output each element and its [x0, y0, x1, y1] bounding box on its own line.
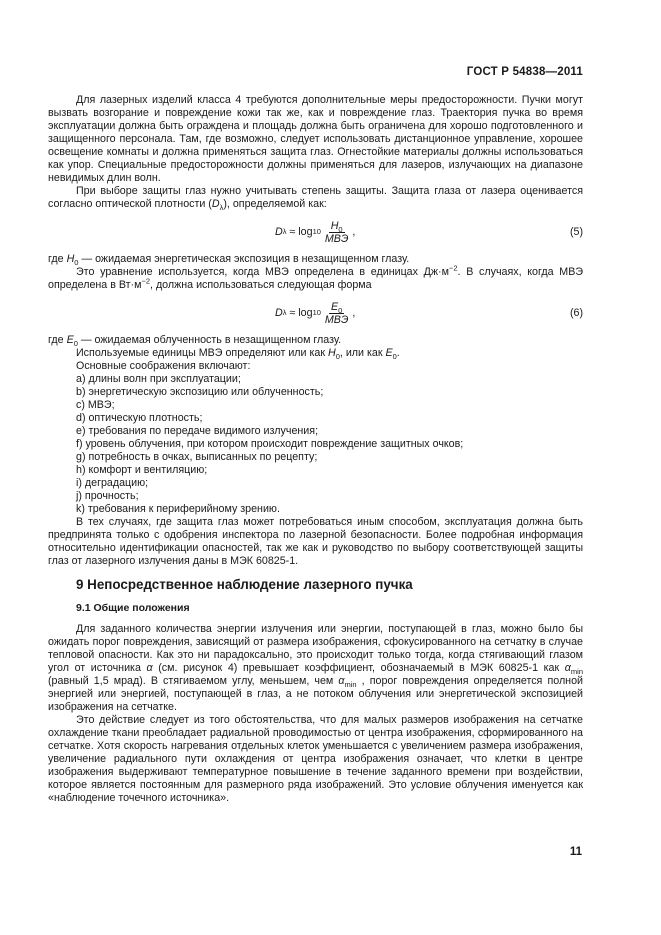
list-item: h) комфорт и вентиляцию;: [76, 464, 208, 476]
list-item: e) требования по передаче видимого излучения;: [76, 425, 319, 437]
formula-6: [48, 298, 583, 328]
formula-5-fraction: $\frac{H_0}{\text{МВЭ}}$: [324, 219, 349, 245]
list-item: k) требования к периферийному зрению.: [76, 503, 280, 515]
page-content: [48, 94, 583, 805]
formula-6-fraction: $\frac{E_0}{\text{МВЭ}}$: [324, 300, 349, 326]
section-9-heading: 9 Непосредственное наблюдение лазерного пучка: [76, 577, 413, 592]
page-number: 11: [569, 846, 582, 858]
paragraph-other-protection: В тех случаях, где защита глаз может потребоваться иным способом, эксплуатация должна быть предпринята только с одобрения инспектора по лазерной безопасности. Более подробная информация относительно идентификации опасностей, так же как и руководство по выбору соответствующей защиты глаз от лазерного излучения даны в МЭК 60825-1.: [48, 516, 583, 567]
list-item: d) оптическую плотность;: [76, 412, 203, 424]
paragraph-units-mve: Это уравнение используется, когда МВЭ определена в единицах $Дж\cdot м^{-2}$. В случаях, когда МВЭ определена в $Вт\cdot м^{-2}$, должна использоваться следующая форма: [48, 263, 584, 291]
list-item: f) уровень облучения, при котором происходит повреждение защитных очков;: [76, 438, 464, 450]
formula-5-where: где $H_0$ — ожидаемая энергетическая экспозиция в незащищенном глазу.: [48, 253, 410, 268]
paragraph-units-used: Используемые единицы МВЭ определяют или как $H_0$, или как $E_0$.: [76, 347, 400, 362]
list-item: g) потребность в очках, выписанных по рецепту;: [76, 451, 318, 463]
formula-5: [48, 217, 583, 247]
section-9-1-heading: 9.1 Общие положения: [76, 602, 190, 614]
formula-5-number: (5): [569, 226, 583, 238]
list-item: b) энергетическую экспозицию или облученность;: [76, 386, 324, 398]
paragraph-point-source: Это действие следует из того обстоятельства, что для малых размеров изображения на сетчатке охлаждение ткани преобладает радиальной проводимостью от центра изображения, сформированного на сетчатке. Хотя скорость нагревания отдельных клеток уменьшается с увеличением размера изображения, увеличение радиального пути охлаждения от центра изображения означает, что клетки в центре изображения выдерживают температурное повышение в течение заданного времени при воздействии, которое является постоянным для размерного ряда изображений. Это условие облучения именуется как «наблюдение точечного источника».: [48, 714, 583, 804]
list-item: j) прочность;: [76, 490, 139, 502]
list-item: c) МВЭ;: [76, 399, 115, 411]
formula-6-number: (6): [569, 307, 583, 319]
list-item: i) деградацию;: [76, 477, 149, 489]
considerations-intro: Основные соображения включают:: [76, 360, 251, 372]
paragraph-class4-precautions: Для лазерных изделий класса 4 требуются дополнительные меры предосторожности. Пучки могут вызвать возгорание и повреждение кожи так же, как и повреждение глаз. Траектория пучка во время эксплуатации должна быть ограждена и площадь должна быть ограничена для хорошо подготовленного и защищенного персонала. Там, где возможно, следует использовать дистанционное управление, хорошее освещение комнаты и должна применяться защита глаз. Огнестойкие материалы должны использоваться как упор. Специальные предосторожности должны применяться для лазеров, излучающих на диапазоне невидимых длин волн.: [48, 94, 583, 184]
formula-6-expression: D λ ≈ log 10 $\frac{E_0}{\text{МВЭ}}$ ,: [275, 300, 356, 326]
paragraph-eye-protection: При выборе защиты глаз нужно учитывать степень защиты. Защита глаза от лазера оценивается согласно оптической плотности $(D_\lambda)$, определяемой как:: [48, 185, 583, 213]
document-id-header: ГОСТ Р 54838—2011: [466, 66, 583, 78]
paragraph-damage-threshold: Для заданного количества энергии излучения или энергии, поступающей в глаз, можно было бы ожидать порог повреждения, зависящий от размера изображения, сфокусированного на сетчатку в случае тепловой опасности. Как это ни парадоксально, это происходит только тогда, когда стягивающий глазом угол от источника α (см. рисунок 4) превышает коэффициент, обозначаемый в МЭК 60825-1 как $\alpha_{min}$ (равный 1,5 мрад). В стягиваемом углу, меньшем, чем $\alpha_{min}$ , порог повреждения определяется полной энергией или энергией, поступающей в глаз, а не потоком облучения или энергетической экспозицией изображения на сетчатке.: [48, 623, 583, 713]
formula-6-where: где $E_0$ — ожидаемая облученность в незащищенном глазу.: [48, 334, 342, 349]
formula-5-expression: D λ ≈ log 10 $\frac{H_0}{\text{МВЭ}}$ ,: [275, 219, 356, 245]
list-item: a) длины волн при эксплуатации;: [76, 373, 241, 385]
